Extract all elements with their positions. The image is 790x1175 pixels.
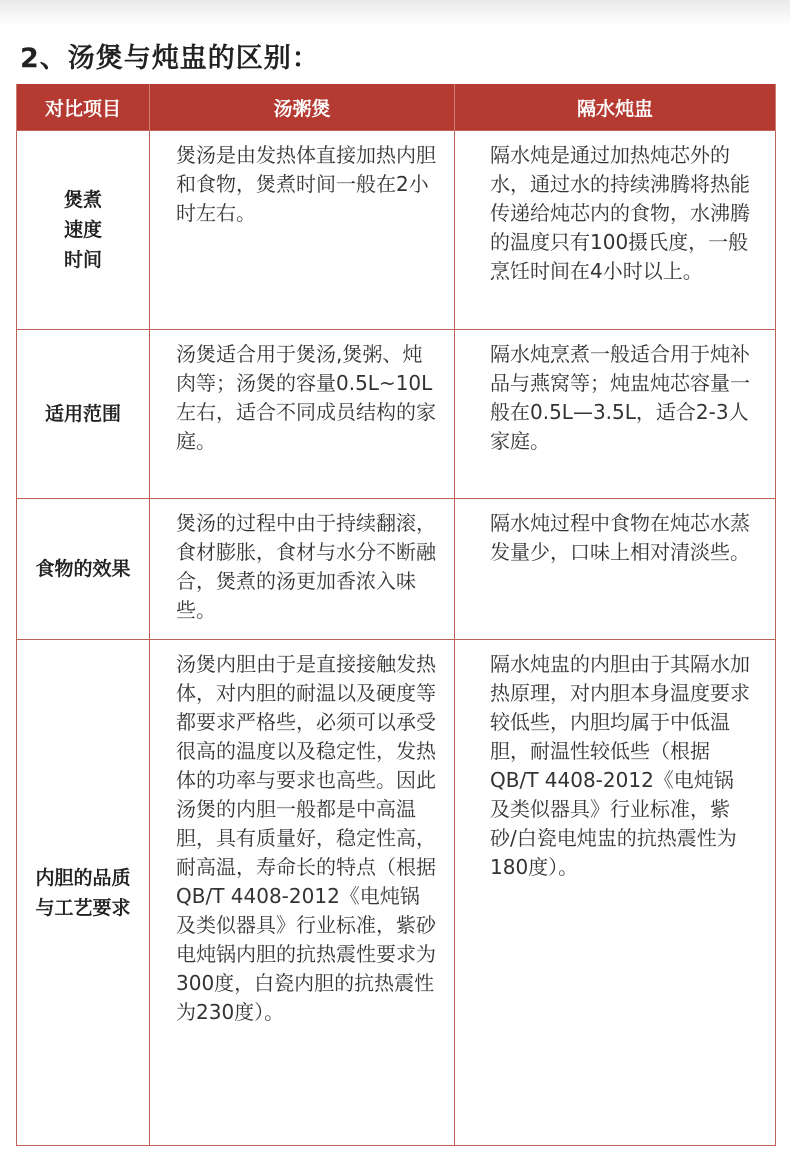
stew-pot-cell: 隔水炖过程中食物在炖芯水蒸发量少，口味上相对清淡些。 <box>455 499 776 640</box>
row-label-line: 煲煮 <box>63 189 102 211</box>
soup-pot-cell: 煲汤是由发热体直接加热内胆和食物，煲煮时间一般在2小时左右。 <box>150 131 455 330</box>
row-label-line: 适用范围 <box>44 403 121 425</box>
table-header-row <box>17 84 776 131</box>
stew-pot-cell: 隔水炖烹煮一般适合用于炖补品与燕窝等；炖盅炖芯容量一般在0.5L—3.5L，适合2-3人家庭。 <box>455 330 776 499</box>
row-label-cooking-time <box>17 131 150 330</box>
soup-pot-cell: 汤煲适合用于煲汤,煲粥、炖肉等；汤煲的容量0.5L~10L左右，适合不同成员结构的家庭。 <box>150 330 455 499</box>
row-label-line: 时间 <box>63 249 102 271</box>
header-soup-pot: 汤粥煲 <box>150 84 455 131</box>
comparison-table <box>16 84 776 1146</box>
row-label-line: 食物的效果 <box>35 558 131 580</box>
soup-pot-cell: 汤煲内胆由于是直接接触发热体，对内胆的耐温以及硬度等都要求严格些，必须可以承受很高的温度以及稳定性，发热体的功率与要求也高些。因此汤煲的内胆一般都是中高温胆，具有质量好，稳定性高，耐高温，寿命长的特点（根据QB/T 4408-2012《电炖锅及类似器具》行业标准，紫砂电炖锅内胆的抗热震性要求为300度，白瓷内胆的抗热震性为230度）。 <box>150 640 455 1146</box>
row-label-liner-quality <box>17 640 150 1146</box>
table-row <box>17 330 776 499</box>
table-row <box>17 640 776 1146</box>
table-row <box>17 499 776 640</box>
section-heading: 2、汤煲与炖盅的区别： <box>20 43 320 74</box>
row-label-scope <box>17 330 150 499</box>
table-row <box>17 131 776 330</box>
soup-pot-cell: 煲汤的过程中由于持续翻滚，食材膨胀，食材与水分不断融合，煲煮的汤更加香浓入味些。 <box>150 499 455 640</box>
header-compare-item: 对比项目 <box>17 84 150 131</box>
top-gradient-band <box>0 0 790 26</box>
row-label-line: 速度 <box>63 219 102 241</box>
header-stew-pot: 隔水炖盅 <box>455 84 776 131</box>
stew-pot-cell: 隔水炖盅的内胆由于其隔水加热原理，对内胆本身温度要求较低些，内胆均属于中低温胆，耐温性较低些（根据QB/T 4408-2012《电炖锅及类似器具》行业标准，紫砂/白瓷电炖盅的抗热震性为180度）。 <box>455 640 776 1146</box>
row-label-line: 内胆的品质 <box>35 866 131 889</box>
row-label-line: 与工艺要求 <box>35 896 131 919</box>
row-label-food-effect <box>17 499 150 640</box>
stew-pot-cell: 隔水炖是通过加热炖芯外的水，通过水的持续沸腾将热能传递给炖芯内的食物，水沸腾的温度只有100摄氏度，一般烹饪时间在4小时以上。 <box>455 131 776 330</box>
